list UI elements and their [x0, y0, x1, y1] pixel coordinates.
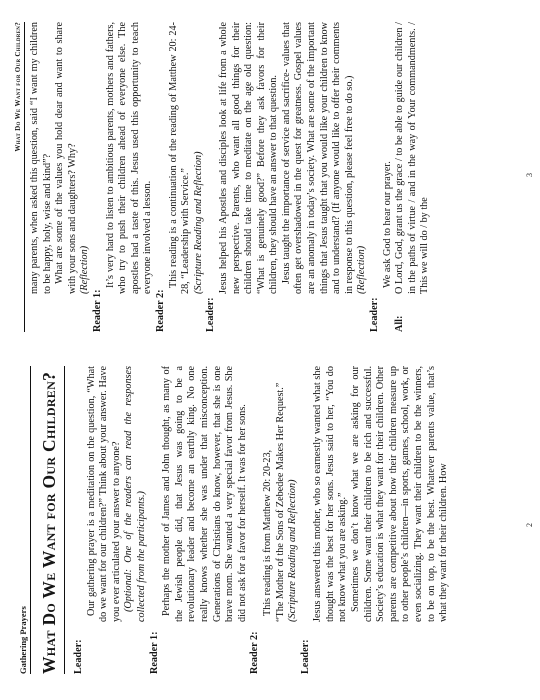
left-page — [0, 350, 540, 700]
running-head-right: What Do We Want for Our Children? — [14, 22, 25, 332]
paragraph-italic: (Optional: One of the readers can read the responses collected from the participants.) — [123, 366, 147, 622]
page-title: What Do We Want for Our Children? — [39, 366, 65, 674]
speaker-label: Reader 1: — [91, 289, 103, 332]
paragraph: What are some of the values you hold dear and want to share with your sons and daughters? Why? — [54, 22, 78, 294]
speaker-label: Leader: — [205, 297, 217, 332]
right-reader2-section — [155, 22, 205, 332]
paragraph: Our gathering prayer is a meditation on the question, “What do we want for our children?” Think about your answer. Have you ever articulated your answer to anyone? — [85, 366, 122, 622]
page-number: 3 — [525, 173, 534, 177]
paragraph: We ask God to hear our prayer. — [381, 161, 393, 288]
right-body — [29, 22, 432, 332]
left-reader1-section — [149, 366, 250, 674]
paragraph-italic: (Reflection) — [79, 245, 91, 294]
speaker-label: Reader 2: — [154, 289, 166, 332]
paragraph: This reading is from Matthew 20: 20-23, — [261, 449, 273, 616]
paragraph-italic: (Scripture Reading and Reflection) — [192, 151, 204, 294]
paragraph: Jesus taught the importance of service and sacrifice- values that often get overshadowed in the quest for greatness. Gospel values are an anomaly in today’s society. What are some of the important things that Jesus taught that you would like your children to know and to understand? (If anyone would like to offer their comments in response to this question, please feel free to do so.) — [280, 22, 355, 294]
paragraph: Sometimes we don’t know what we are asking for our children. Some want their children to be rich and successful. Society’s education is what they want for their children. Other parents are competitive about how their children measure up to other people’s children—in sports, games, school, work, or even socializing. They want their children to be the winners, to be on top, to be the best. Whatever parents value, that’s what they want for their children. How — [350, 366, 450, 622]
left-body — [73, 366, 451, 674]
page-number: 2 — [525, 523, 534, 527]
right-leader-section — [205, 22, 369, 332]
paragraph: “The Mother of the Sons of Zebedee Makes Her Request.” — [274, 382, 286, 622]
paragraph: This reading is a continuation of the reading of Matthew 20: 24-28, “Leadership with Service.” — [167, 22, 192, 294]
speaker-label: Leader: — [73, 639, 84, 674]
paragraph-italic: (Reflection) — [356, 245, 368, 294]
paragraph: Jesus answered this mother, who so earnestly wanted what she thought was the best for her sons. Jesus said to her, “You do not know what you are asking.” — [312, 366, 349, 622]
paragraph: Perhaps the mother of James and John thought, as many of the Jewish people did, that Jesus was going to be a revolutionary leader and become an earthly king. No one really knows whether she was under that misconception. Generations of Christians do know, however, that she is one brave mom. She wanted a very special favor from Jesus. She did not ask for a favor for herself. It was for her sons. — [161, 366, 248, 622]
speaker-label: Leader: — [299, 639, 311, 674]
running-head-left: Gathering Prayers — [18, 366, 31, 674]
speaker-label: Reader 2: — [249, 631, 261, 674]
speaker-label: All: — [394, 315, 406, 332]
left-leader2-section — [300, 366, 451, 674]
paragraph-italic: (Scripture Reading and Reflection) — [287, 479, 299, 622]
paragraph: many parents, when asked this question, said “I want my children to be happy, holy, wise and kind”? — [29, 22, 53, 294]
right-leader2-section — [369, 22, 394, 332]
all-response-section — [394, 22, 432, 332]
paragraph: O Lord, God, grant us the grace / to be able to guide our children / in the paths of virtue / and in the way of Your commandments. / This we will do / by the — [394, 22, 431, 294]
right-reader1-section — [92, 22, 155, 332]
speaker-label: Reader 1: — [148, 631, 160, 674]
paragraph: Jesus helped his Apostles and disciples look at life from a whole new perspective. Parents, who want all good things for their children should take time to meditate on the age old question: “What is genuinely good?” Before they ask favors for their children, they should have an answer to that question. — [217, 22, 280, 294]
speaker-label: Leader: — [369, 297, 381, 332]
left-leader-section — [73, 366, 149, 674]
left-reader2-section — [249, 366, 299, 674]
paragraph: It’s very hard to listen to ambitious parents, mothers and fathers, who try to push their children ahead of everyone else. The apostles had a taste of this. Jesus used this opportunity to teach everyone involved a lesson. — [104, 22, 154, 294]
